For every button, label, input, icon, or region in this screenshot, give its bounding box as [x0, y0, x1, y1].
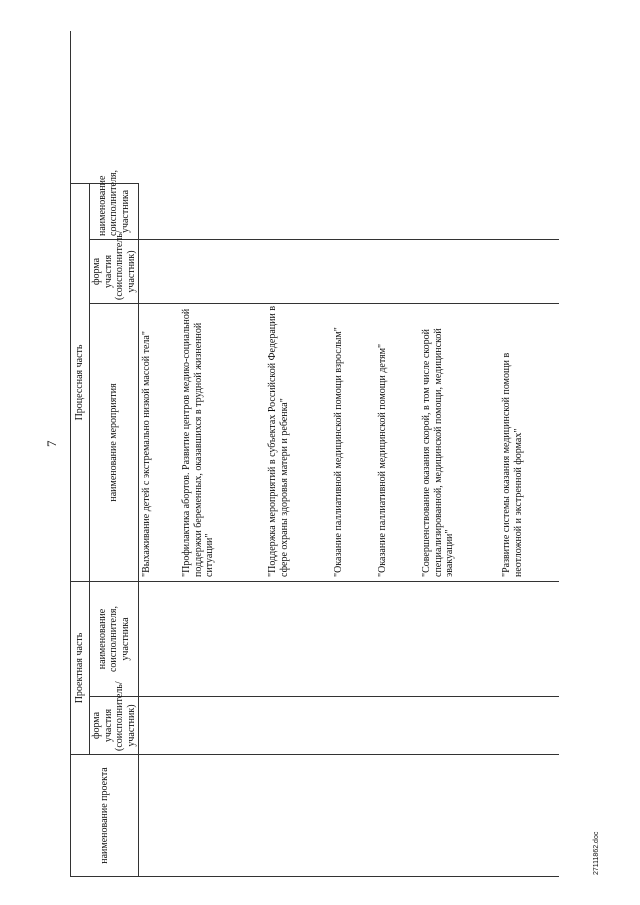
- project-name-cell: [139, 755, 560, 877]
- event-item: "Оказание паллиативной медицинской помощи детям": [377, 343, 388, 577]
- event-list-cell: [139, 303, 560, 581]
- document-code: 27111862.doc: [593, 831, 600, 875]
- header-project-form: форма участия (соисполнитель/участник): [90, 697, 139, 755]
- program-table: [70, 31, 559, 877]
- event-item: "Оказание паллиативной медицинской помощи взрослым": [333, 327, 344, 577]
- event-item: "Выхаживание детей с экстремально низкой массой тела": [141, 331, 152, 577]
- event-item: "Профилактика абортов. Развитие центров медико-социальной поддержки беременных, оказавшихся в трудной жизненной ситуации": [181, 308, 215, 577]
- event-item: "Совершенствование оказания скорой, в том числе скорой специализированной, медицинской помощи, медицинской эвакуации": [421, 328, 455, 577]
- program-table-rotated: [70, 32, 524, 877]
- header-event-name: наименование мероприятия: [90, 303, 139, 581]
- header-project-part: Проектная часть: [71, 581, 90, 754]
- project-coexecutor-cell: [139, 581, 560, 696]
- event-item: "Развитие системы оказания медицинской помощи в неотложной и экстренной формах": [501, 352, 524, 577]
- header-process-coexecutor: наименование соисполнителя, участника: [90, 183, 139, 239]
- header-project-name: наименование проекта: [71, 755, 139, 877]
- header-project-coexecutor: наименование соисполнителя, участника: [90, 581, 139, 696]
- process-coexecutor-cell: [139, 183, 560, 239]
- project-form-cell: [139, 697, 560, 755]
- page-number: 7: [44, 440, 59, 447]
- process-form-cell: [139, 239, 560, 303]
- header-process-part: Процессная часть: [71, 183, 90, 581]
- event-item: "Поддержка мероприятий в субъектах Российской Федерации в сфере охраны здоровья матери и ребенка": [267, 305, 290, 577]
- header-process-form: форма участия (соисполнитель/участник): [90, 239, 139, 303]
